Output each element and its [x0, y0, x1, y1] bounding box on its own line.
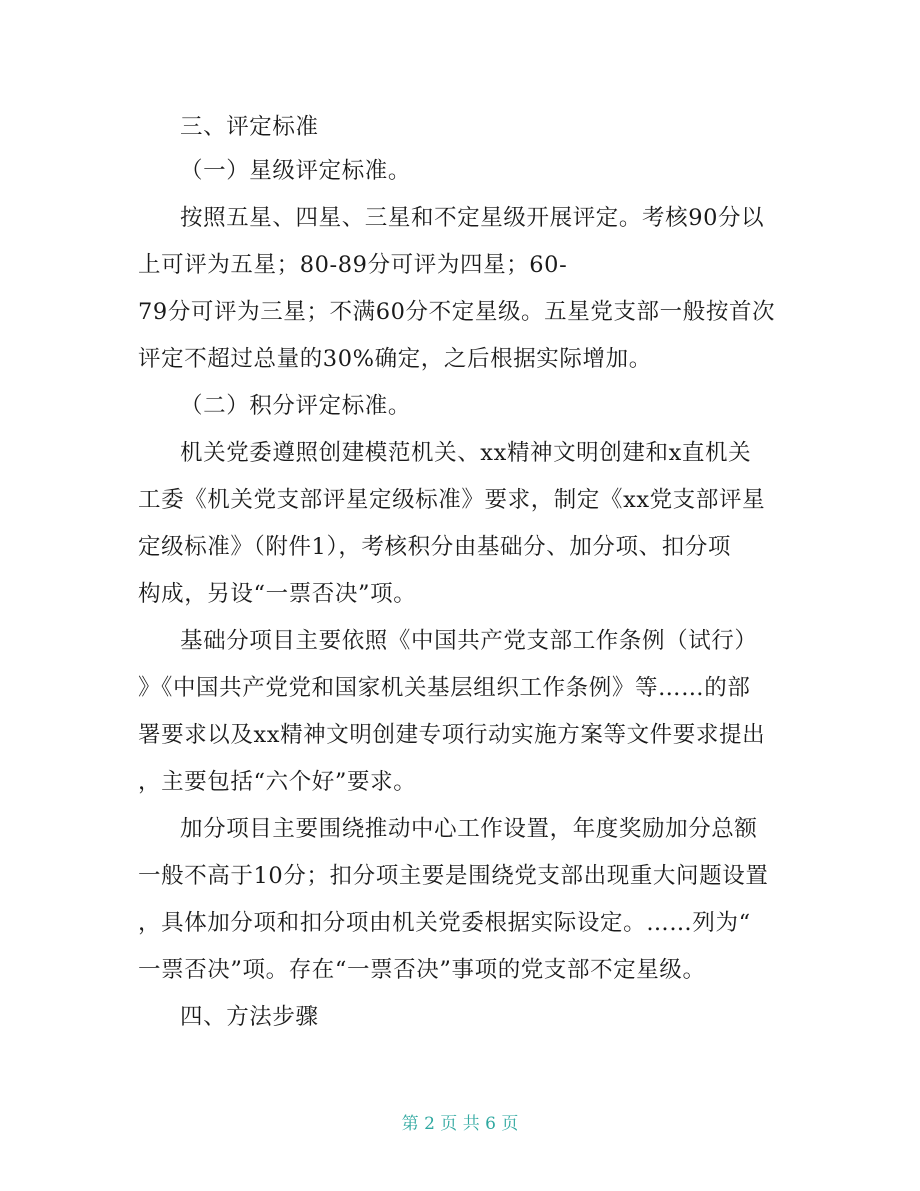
paragraph-line: ，具体加分项和扣分项由机关党委根据实际设定。……列为“: [138, 910, 751, 936]
paragraph-line: 构成，另设“一票否决”项。: [138, 581, 417, 607]
paragraph-line: 评定不超过总量的30%确定，之后根据实际增加。: [138, 346, 652, 372]
subheading-star-rating: （一）星级评定标准。: [180, 158, 412, 184]
paragraph-line: 按照五星、四星、三星和不定星级开展评定。考核90分以: [180, 205, 765, 231]
section-heading-3: 三、评定标准: [180, 114, 319, 140]
paragraph-line: 》《中国共产党党和国家机关基层组织工作条例》等……的部: [138, 675, 751, 701]
paragraph-line: ，主要包括“六个好”要求。: [138, 769, 417, 795]
paragraph-line: 79分可评为三星；不满60分不定星级。五星党支部一般按首次: [138, 299, 776, 325]
page-number-footer: 第 2 页 共 6 页: [401, 1114, 519, 1134]
paragraph-line: 一般不高于10分；扣分项主要是围绕党支部出现重大问题设置: [138, 863, 769, 889]
paragraph-line: 工委《机关党支部评星定级标准》要求，制定《xx党支部评星: [138, 487, 766, 513]
section-heading-4: 四、方法步骤: [180, 1004, 319, 1030]
paragraph-line: 上可评为五星；80-89分可评为四星；60-: [138, 252, 568, 278]
subheading-points-rating: （二）积分评定标准。: [180, 393, 412, 419]
paragraph-line: 署要求以及xx精神文明创建专项行动实施方案等文件要求提出: [138, 722, 766, 748]
paragraph-line: 机关党委遵照创建模范机关、xx精神文明创建和x直机关: [180, 440, 752, 466]
paragraph-line: 一票否决”项。存在“一票否决”事项的党支部不定星级。: [138, 957, 706, 983]
paragraph-line: 加分项目主要围绕推动中心工作设置，年度奖励加分总额: [180, 816, 758, 842]
paragraph-line: 定级标准》（附件1），考核积分由基础分、加分项、扣分项: [138, 534, 732, 560]
paragraph-line: 基础分项目主要依照《中国共产党支部工作条例（试行）: [180, 628, 758, 654]
